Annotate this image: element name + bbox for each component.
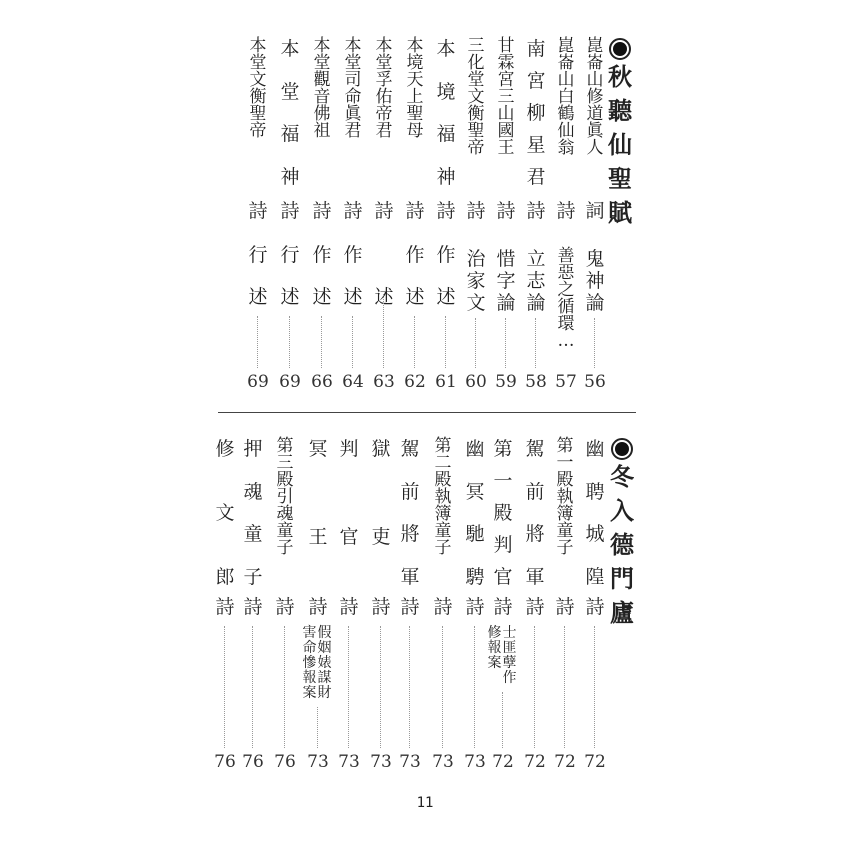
dot-leader (564, 626, 565, 748)
entry-title: 本 境 福 神 (436, 38, 456, 188)
entry-kind: 詩 (275, 596, 295, 618)
entry-kind: 詩 (339, 596, 359, 618)
bullet-icon (611, 438, 633, 460)
entry-title: 崑 崙 山 白 鶴 仙 翁 (557, 36, 575, 158)
entry-title: 幽 冥 馳 騁 (465, 438, 485, 588)
entry-subtitle: 作 述 (436, 244, 456, 308)
toc-entry[interactable] (583, 0, 607, 850)
dot-leader (284, 626, 285, 748)
dot-leader (317, 707, 318, 748)
entry-title: 本 堂 文 衡 聖 帝 (249, 36, 267, 141)
entry-title: 第 二 殿 執 簿 童 子 (434, 436, 452, 558)
entry-kind: 詩 (555, 596, 575, 618)
toc-entry[interactable] (553, 0, 577, 850)
entry-kind: 詩 (371, 596, 391, 618)
entry-kind: 詩 (496, 200, 516, 222)
toc-entry[interactable] (241, 0, 265, 850)
entry-kind: 詩 (343, 200, 363, 222)
entry-kind: 詞 (585, 200, 605, 222)
entry-title: 第 一 殿 判 官 (493, 438, 513, 588)
entry-title: 修 文 郎 (215, 438, 235, 588)
dot-leader (474, 626, 475, 748)
toc-entry[interactable] (398, 0, 422, 850)
entry-subtitle: 行 述 (248, 244, 268, 308)
entry-page-number: 62 (404, 372, 426, 392)
entry-page-number: 69 (247, 372, 269, 392)
entry-kind: 詩 (308, 596, 328, 618)
section-header (608, 38, 632, 230)
toc-entry[interactable] (273, 0, 297, 850)
entry-kind: 詩 (585, 596, 605, 618)
entry-subtitle: 善 惡 之 循 環 … (557, 246, 575, 351)
entry-kind: 詩 (215, 596, 235, 618)
toc-entry[interactable] (337, 0, 361, 850)
entry-kind: 詩 (243, 596, 263, 618)
entry-subtitle: 鬼 神 論 (585, 248, 605, 314)
entry-page-number: 60 (465, 372, 487, 392)
entry-kind: 詩 (280, 200, 300, 222)
toc-entry[interactable] (463, 0, 487, 850)
entry-subtitle: 立 志 論 (526, 248, 546, 314)
dot-leader (442, 626, 443, 748)
entry-page-number: 59 (495, 372, 517, 392)
entry-page-number: 76 (274, 752, 296, 772)
entry-kind: 詩 (433, 596, 453, 618)
entry-page-number: 72 (524, 752, 546, 772)
entry-page-number: 76 (214, 752, 236, 772)
entry-subtitle: 治 家 文 (466, 248, 486, 314)
entry-title: 甘 霖 宮 三 山 國 王 (497, 36, 515, 158)
entry-kind: 詩 (248, 200, 268, 222)
entry-kind: 詩 (526, 200, 546, 222)
entry-kind: 詩 (465, 596, 485, 618)
entry-title: 冥 王 (308, 438, 328, 548)
section-header-title: 冬 入 德 門 廬 (610, 462, 634, 627)
toc-entry[interactable] (302, 0, 332, 850)
entry-page-number: 69 (279, 372, 301, 392)
entry-title: 本 堂 觀 音 佛 祖 (313, 36, 331, 141)
toc-entry[interactable] (487, 0, 517, 850)
entry-title: 駕 前 將 軍 (400, 438, 420, 588)
entry-note: 士 匪 孽 作 修 報 案 (487, 625, 517, 686)
entry-subtitle: 述 (374, 286, 394, 308)
entry-kind: 詩 (400, 596, 420, 618)
page-number: 11 (416, 795, 434, 811)
entry-page-number: 57 (555, 372, 577, 392)
dot-leader (224, 626, 225, 748)
entry-page-number: 64 (342, 372, 364, 392)
dot-leader (380, 626, 381, 748)
entry-title: 本 堂 福 神 (280, 38, 300, 188)
section-header (610, 438, 634, 630)
entry-title: 崑 崙 山 修 道 眞 人 (586, 36, 604, 158)
entry-page-number: 72 (554, 752, 576, 772)
dot-leader (502, 692, 503, 748)
entry-subtitle: 作 述 (405, 244, 425, 308)
section-header-title: 秋 聽 仙 聖 賦 (608, 62, 632, 227)
entry-subtitle: 惜 字 論 (496, 248, 516, 314)
entry-page-number: 66 (311, 372, 333, 392)
entry-kind: 詩 (493, 596, 513, 618)
entry-kind: 詩 (436, 200, 456, 222)
entry-page-number: 73 (338, 752, 360, 772)
entry-title: 本 堂 司 命 眞 君 (344, 36, 362, 141)
entry-title: 三 化 堂 文 衡 聖 帝 (467, 36, 485, 158)
entry-title: 幽 聘 城 隍 (585, 438, 605, 588)
entry-kind: 詩 (374, 200, 394, 222)
entry-title: 第 一 殿 執 簿 童 子 (556, 436, 574, 558)
entry-page-number: 56 (584, 372, 606, 392)
entry-page-number: 76 (242, 752, 264, 772)
entry-title: 駕 前 將 軍 (525, 438, 545, 588)
entry-title: 獄 吏 (371, 438, 391, 548)
dot-leader (409, 626, 410, 748)
entry-subtitle: 行 述 (280, 244, 300, 308)
entry-page-number: 63 (373, 372, 395, 392)
entry-title: 本 境 天 上 聖 母 (406, 36, 424, 141)
entry-page-number: 72 (492, 752, 514, 772)
entry-page-number: 73 (464, 752, 486, 772)
entry-page-number: 58 (525, 372, 547, 392)
bullet-icon (609, 38, 631, 60)
entry-title: 判 官 (339, 438, 359, 548)
entry-page-number: 73 (307, 752, 329, 772)
entry-title: 南 宮 柳 星 君 (526, 38, 546, 188)
entry-title: 押 魂 童 子 (243, 438, 263, 588)
toc-entry[interactable] (369, 0, 393, 850)
dot-leader (252, 626, 253, 748)
dot-leader (348, 626, 349, 748)
dot-leader (534, 626, 535, 748)
entry-page-number: 72 (584, 752, 606, 772)
entry-subtitle: 作 述 (312, 244, 332, 308)
toc-entry[interactable] (523, 0, 547, 850)
entry-page-number: 73 (370, 752, 392, 772)
entry-kind: 詩 (405, 200, 425, 222)
entry-kind: 詩 (525, 596, 545, 618)
toc-entry[interactable] (431, 0, 455, 850)
entry-page-number: 73 (399, 752, 421, 772)
entry-title: 第 三 殿 引 魂 童 子 (276, 436, 294, 558)
entry-kind: 詩 (556, 200, 576, 222)
entry-subtitle: 作 述 (343, 244, 363, 308)
entry-note: 假 姻 婊 謀 財 害 命 慘 報 案 (302, 625, 332, 701)
entry-kind: 詩 (466, 200, 486, 222)
toc-entry[interactable] (213, 0, 237, 850)
dot-leader (594, 626, 595, 748)
entry-page-number: 61 (435, 372, 457, 392)
entry-page-number: 73 (432, 752, 454, 772)
entry-kind: 詩 (312, 200, 332, 222)
entry-title: 本 堂 孚 佑 帝 君 (375, 36, 393, 141)
